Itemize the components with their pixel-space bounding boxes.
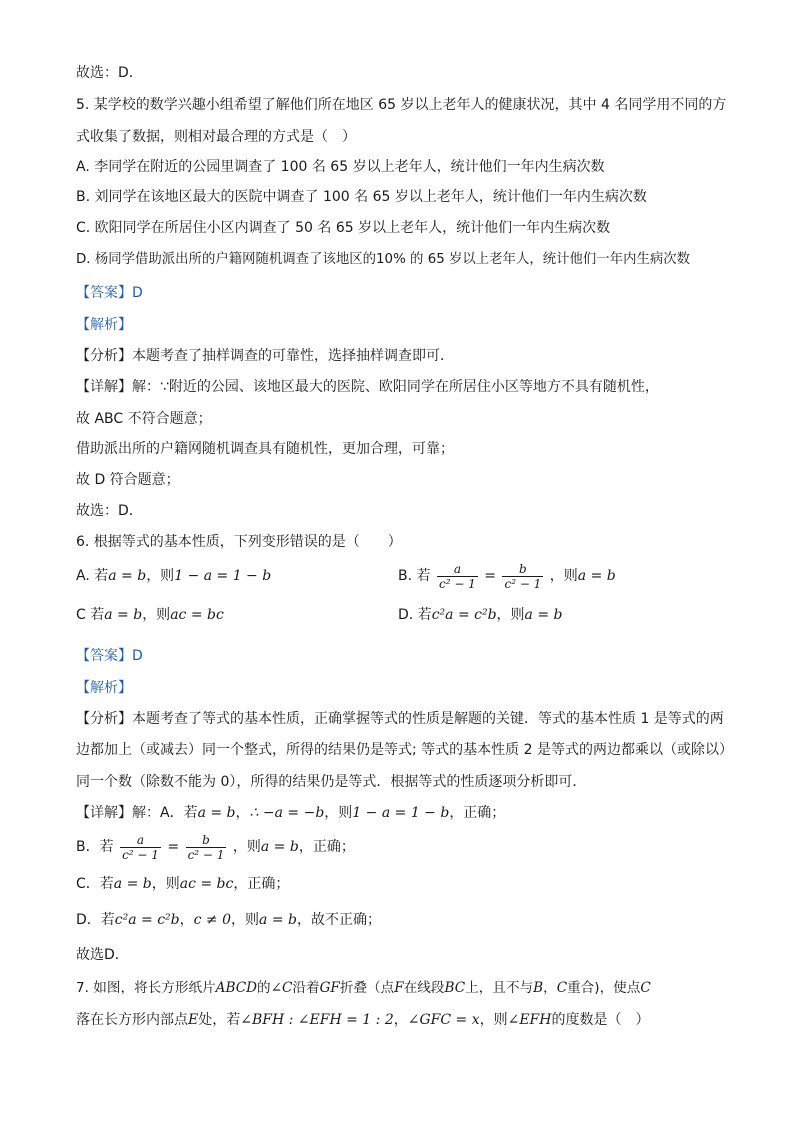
q5-detail-3: 借助派出所的户籍网随机调查具有随机性，更加合理，可靠；	[76, 441, 454, 457]
q5-analysis: 【分析】本题考查了抽样调查的可靠性，选择抽样调查即可．	[76, 348, 454, 364]
q5-detail-1: 【详解】解：∵附近的公园、该地区最大的医院、欧阳同学在所居住小区等地方不具有随机性，	[76, 379, 659, 395]
q5-choice: 故选：D．	[76, 503, 143, 519]
q6-analysis-2: 边都加上（或减去）同一个整式，所得的结果仍是等式; 等式的基本性质 2 是等式的两边都乘以（或除以）	[76, 742, 733, 758]
q5-analysis-heading: 【解析】	[76, 317, 132, 333]
fraction: $\frac{a}{\text{c² − 1}}$	[438, 561, 476, 591]
q6-analysis-1: 【分析】本题考查了等式的基本性质，正确掌握等式的性质是解题的关键．等式的基本性质 1 是等式的两	[76, 711, 724, 727]
q6-detail-b: B．若 $\frac{a}{\text{c² − 1}}$ = $\frac{b}{\text{c² − 1}}$ ，则a = b，正确；	[76, 832, 355, 862]
q5-stem-2: 式收集了数据，则相对最合理的方式是（ ）	[76, 129, 356, 145]
fraction: $\frac{b}{\text{c² − 1}}$	[187, 832, 225, 862]
q7-stem-2: 落在长方形内部点E处，若∠BFH : ∠EFH = 1 : 2，∠GFC = x，则∠EFH的度数是（ ）	[76, 1012, 650, 1028]
q5-option-c: C. 欧阳同学在所居住小区内调查了 50 名 65 岁以上老年人，统计他们一年内生病次数	[76, 220, 611, 236]
prev-choice: 故选：D．	[76, 65, 143, 81]
fraction: $\frac{a}{\text{c² − 1}}$	[122, 832, 159, 862]
q5-option-b: B. 刘同学在该地区最大的医院中调查了 100 名 65 岁以上老年人，统计他们一年内生病次数	[76, 189, 647, 205]
q5-option-d: D. 杨同学借助派出所的户籍网随机调查了该地区的10% 的 65 岁以上老年人，统计他们一年内生病次数	[76, 252, 691, 267]
q6-detail-d: D．若c²a = c²b，c ≠ 0，则a = b，故不正确；	[76, 912, 381, 928]
q6-option-d: D. 若c²a = c²b，则a = b	[398, 607, 563, 623]
q6-analysis-heading: 【解析】	[76, 680, 132, 696]
fraction: $\frac{b}{\text{c² − 1}}$	[504, 561, 542, 591]
q6-option-b: B. 若 $\frac{a}{\text{c² − 1}}$ = $\frac{b}{\text{c² − 1}}$ ，则a = b	[398, 561, 616, 591]
q5-detail-2: 故 ABC 不符合题意；	[76, 411, 212, 427]
q6-stem: 6. 根据等式的基本性质，下列变形错误的是（ ）	[76, 534, 402, 550]
q6-analysis-3: 同一个数（除数不能为 0），所得的结果仍是等式．根据等式的性质逐项分析即可．	[76, 774, 587, 790]
q6-detail-a: 【详解】解：A．若a = b，∴ −a = −b，则1 − a = 1 − b，正确；	[76, 805, 506, 821]
q5-answer: 【答案】D	[76, 285, 143, 301]
q6-detail-c: C．若a = b，则ac = bc，正确；	[76, 876, 290, 892]
q5-stem-1: 5. 某学校的数学兴趣小组希望了解他们所在地区 65 岁以上老年人的健康状况，其中 4 名同学用不同的方	[76, 97, 727, 113]
q5-option-a: A. 李同学在附近的公园里调查了 100 名 65 岁以上老年人，统计他们一年内生病次数	[76, 159, 605, 175]
q5-detail-4: 故 D 符合题意；	[76, 472, 180, 488]
q6-option-a: A. 若a = b，则1 − a = 1 − b	[76, 568, 272, 584]
q6-answer: 【答案】D	[76, 648, 143, 664]
q6-choice: 故选D．	[76, 947, 129, 963]
q6-option-c: C 若a = b，则ac = bc	[76, 607, 224, 623]
q7-stem-1: 7. 如图，将长方形纸片ABCD的∠C沿着GF折叠（点F在线段BC上，且不与B，C重合)，使点C	[76, 980, 651, 996]
